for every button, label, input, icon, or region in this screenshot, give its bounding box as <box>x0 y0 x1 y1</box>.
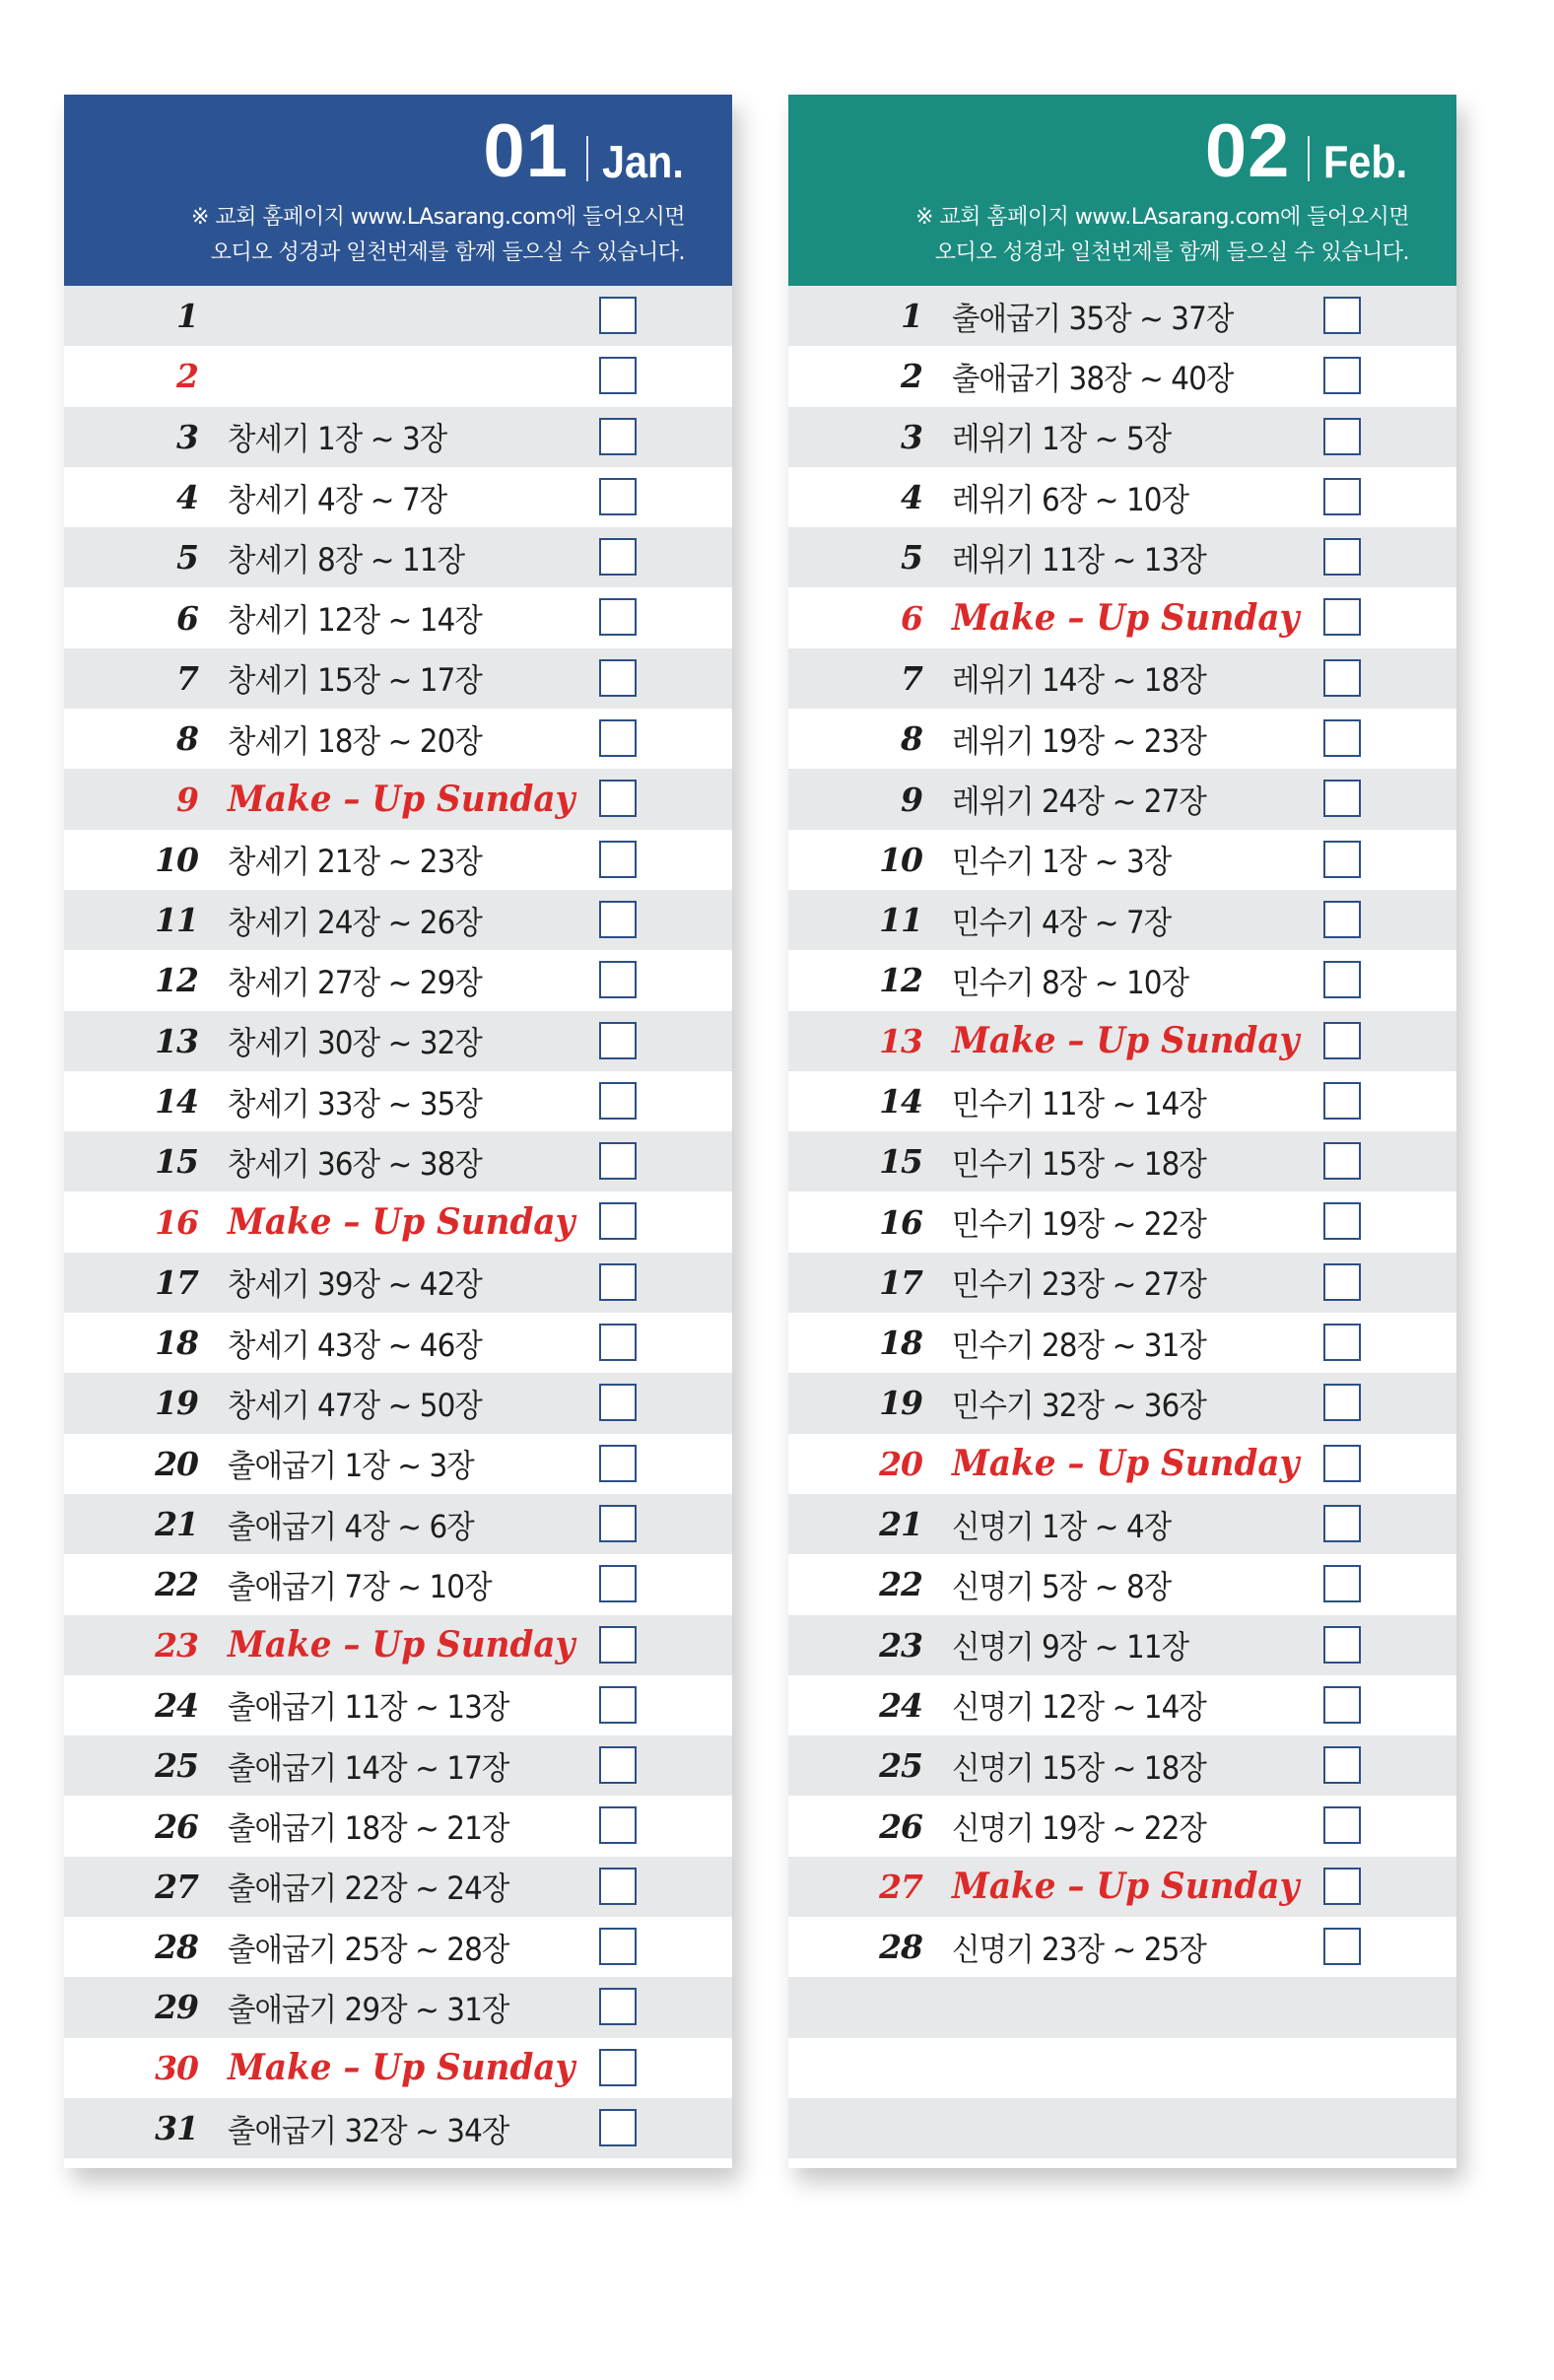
reading-row <box>788 1373 1456 1433</box>
reading-list <box>64 286 732 2158</box>
day-number: 5 <box>176 538 198 578</box>
month-header <box>64 95 732 286</box>
reading-row <box>788 1313 1456 1373</box>
day-number: 11 <box>155 901 198 940</box>
reading-row <box>64 1071 732 1131</box>
reading-row <box>788 830 1456 890</box>
reading-row <box>788 648 1456 709</box>
reading-row <box>64 709 732 769</box>
done-checkbox[interactable] <box>599 1202 637 1240</box>
done-checkbox[interactable] <box>599 1868 637 1905</box>
done-checkbox[interactable] <box>1323 1384 1361 1421</box>
done-checkbox[interactable] <box>599 1626 637 1664</box>
done-checkbox[interactable] <box>1323 418 1361 455</box>
reading-range: 레위기 14장 ~ 18장 <box>952 661 1206 700</box>
done-checkbox[interactable] <box>1323 357 1361 394</box>
done-checkbox[interactable] <box>1323 1806 1361 1844</box>
reading-row <box>788 1011 1456 1071</box>
day-number: 4 <box>901 478 922 517</box>
day-number: 28 <box>155 1928 198 1967</box>
done-checkbox[interactable] <box>599 1384 637 1421</box>
reading-row <box>64 2098 732 2158</box>
done-checkbox[interactable] <box>599 1928 637 1965</box>
done-checkbox[interactable] <box>599 478 637 515</box>
done-checkbox[interactable] <box>599 841 637 878</box>
done-checkbox[interactable] <box>1323 1142 1361 1180</box>
reading-range: 창세기 24장 ~ 26장 <box>228 903 482 941</box>
done-checkbox[interactable] <box>1323 538 1361 576</box>
make-up-sunday-label: Make – Up Sunday <box>228 1624 575 1666</box>
day-number: 24 <box>155 1685 198 1725</box>
make-up-sunday-label: Make – Up Sunday <box>228 2047 575 2089</box>
reading-range: 레위기 6장 ~ 10장 <box>952 480 1189 518</box>
day-number: 30 <box>155 2048 198 2087</box>
reading-row <box>788 1615 1456 1675</box>
empty-row <box>788 2098 1456 2158</box>
done-checkbox[interactable] <box>599 659 637 697</box>
reading-row <box>64 407 732 467</box>
reading-row <box>788 709 1456 769</box>
done-checkbox[interactable] <box>599 1324 637 1361</box>
day-number: 2 <box>176 357 198 396</box>
reading-range: 창세기 18장 ~ 20장 <box>228 721 482 760</box>
done-checkbox[interactable] <box>1323 1445 1361 1482</box>
reading-row <box>788 346 1456 406</box>
reading-row <box>64 950 732 1010</box>
done-checkbox[interactable] <box>1323 1626 1361 1664</box>
reading-row <box>64 346 732 406</box>
day-number: 26 <box>879 1806 922 1846</box>
done-checkbox[interactable] <box>599 780 637 817</box>
done-checkbox[interactable] <box>599 1806 637 1844</box>
day-number: 6 <box>901 598 922 638</box>
day-number: 1 <box>176 297 198 336</box>
month-divider <box>586 136 588 181</box>
day-number: 9 <box>901 780 922 819</box>
reading-range: 민수기 15장 ~ 18장 <box>952 1144 1206 1183</box>
day-number: 12 <box>879 961 922 1000</box>
day-number: 8 <box>176 719 198 759</box>
done-checkbox[interactable] <box>1323 598 1361 636</box>
reading-row <box>64 1857 732 1917</box>
reading-range: 출애굽기 7장 ~ 10장 <box>228 1567 492 1605</box>
month-number: 01 <box>483 109 569 193</box>
reading-range: 창세기 39장 ~ 42장 <box>228 1265 482 1304</box>
reading-range: 출애굽기 4장 ~ 6장 <box>228 1507 474 1545</box>
reading-range: 민수기 32장 ~ 36장 <box>952 1386 1206 1424</box>
reading-row <box>64 1131 732 1191</box>
done-checkbox[interactable] <box>1323 961 1361 998</box>
done-checkbox[interactable] <box>599 961 637 998</box>
day-number: 13 <box>879 1021 922 1060</box>
day-number: 14 <box>155 1082 198 1121</box>
day-number: 24 <box>879 1685 922 1725</box>
done-checkbox[interactable] <box>599 901 637 938</box>
reading-row <box>64 2038 732 2098</box>
month-header <box>788 95 1456 286</box>
day-number: 27 <box>879 1867 922 1906</box>
day-number: 13 <box>155 1021 198 1060</box>
reading-range: 민수기 23장 ~ 27장 <box>952 1265 1206 1304</box>
done-checkbox[interactable] <box>599 418 637 455</box>
reading-row <box>64 1191 732 1252</box>
reading-range: 출애굽기 18장 ~ 21장 <box>228 1809 509 1848</box>
done-checkbox[interactable] <box>1323 780 1361 817</box>
day-number: 20 <box>155 1444 198 1483</box>
reading-range: 출애굽기 35장 ~ 37장 <box>952 299 1234 337</box>
notice-line-1: ※ 교회 홈페이지 www.LAsarang.com에 들어오시면 <box>190 205 685 230</box>
day-number: 3 <box>176 417 198 456</box>
reading-range: 레위기 24장 ~ 27장 <box>952 782 1206 821</box>
reading-row <box>788 467 1456 527</box>
done-checkbox[interactable] <box>599 1445 637 1482</box>
make-up-sunday-label: Make – Up Sunday <box>228 779 575 821</box>
done-checkbox[interactable] <box>599 1505 637 1542</box>
reading-row <box>64 286 732 346</box>
reading-range: 신명기 9장 ~ 11장 <box>952 1628 1189 1666</box>
done-checkbox[interactable] <box>1323 1082 1361 1120</box>
reading-range: 신명기 5장 ~ 8장 <box>952 1567 1172 1605</box>
done-checkbox[interactable] <box>599 1082 637 1120</box>
done-checkbox[interactable] <box>599 719 637 757</box>
reading-row <box>64 830 732 890</box>
reading-range: 신명기 19장 ~ 22장 <box>952 1809 1206 1848</box>
day-number: 25 <box>879 1746 922 1786</box>
done-checkbox[interactable] <box>1323 1868 1361 1905</box>
day-number: 7 <box>901 658 922 698</box>
reading-row <box>64 1977 732 2037</box>
day-number: 8 <box>901 719 922 759</box>
done-checkbox[interactable] <box>1323 1928 1361 1965</box>
done-checkbox[interactable] <box>1323 659 1361 697</box>
day-number: 25 <box>155 1746 198 1786</box>
day-number: 28 <box>879 1928 922 1967</box>
done-checkbox[interactable] <box>1323 1746 1361 1784</box>
done-checkbox[interactable] <box>599 1746 637 1784</box>
day-number: 16 <box>879 1202 922 1242</box>
homepage-notice <box>191 200 685 271</box>
done-checkbox[interactable] <box>1323 297 1361 334</box>
month-card-january <box>64 95 732 2168</box>
reading-row <box>788 890 1456 950</box>
reading-list <box>788 286 1456 2158</box>
done-checkbox[interactable] <box>1323 719 1361 757</box>
done-checkbox[interactable] <box>599 297 637 334</box>
done-checkbox[interactable] <box>1323 478 1361 515</box>
day-number: 19 <box>879 1384 922 1423</box>
empty-row <box>788 1977 1456 2037</box>
done-checkbox[interactable] <box>1323 1686 1361 1724</box>
reading-row <box>64 527 732 587</box>
make-up-sunday-label: Make – Up Sunday <box>952 1866 1300 1908</box>
homepage-notice <box>915 200 1409 271</box>
done-checkbox[interactable] <box>1323 1022 1361 1059</box>
notice-line-1: ※ 교회 홈페이지 www.LAsarang.com에 들어오시면 <box>914 205 1409 230</box>
empty-row <box>788 2038 1456 2098</box>
reading-range: 창세기 1장 ~ 3장 <box>228 420 447 458</box>
notice-line-2: 오디오 성경과 일천번제를 함께 들으실 수 있습니다. <box>210 240 685 265</box>
done-checkbox[interactable] <box>599 1565 637 1602</box>
reading-row <box>64 587 732 647</box>
day-number: 1 <box>901 297 922 336</box>
reading-row <box>788 1554 1456 1614</box>
reading-range: 민수기 19장 ~ 22장 <box>952 1205 1206 1244</box>
reading-range: 민수기 8장 ~ 10장 <box>952 963 1189 1001</box>
day-number: 10 <box>879 840 922 879</box>
day-number: 9 <box>176 780 198 819</box>
reading-row <box>64 648 732 709</box>
day-number: 21 <box>879 1505 922 1544</box>
done-checkbox[interactable] <box>599 1142 637 1180</box>
day-number: 14 <box>879 1082 922 1121</box>
day-number: 31 <box>155 2109 198 2148</box>
month-title <box>1204 109 1417 193</box>
done-checkbox[interactable] <box>1323 1202 1361 1240</box>
day-number: 11 <box>879 901 922 940</box>
done-checkbox[interactable] <box>1323 1324 1361 1361</box>
done-checkbox[interactable] <box>599 1686 637 1724</box>
day-number: 22 <box>879 1565 922 1604</box>
reading-row <box>788 1071 1456 1131</box>
reading-row <box>64 1253 732 1313</box>
day-number: 5 <box>901 538 922 578</box>
reading-range: 창세기 12장 ~ 14장 <box>228 601 482 640</box>
done-checkbox[interactable] <box>599 2109 637 2146</box>
make-up-sunday-label: Make – Up Sunday <box>952 1020 1300 1062</box>
reading-range: 창세기 4장 ~ 7장 <box>228 480 447 518</box>
reading-range: 민수기 11장 ~ 14장 <box>952 1084 1206 1122</box>
reading-range: 신명기 23장 ~ 25장 <box>952 1930 1206 1968</box>
done-checkbox[interactable] <box>1323 1565 1361 1602</box>
day-number: 3 <box>901 417 922 456</box>
reading-range: 출애굽기 1장 ~ 3장 <box>228 1447 474 1485</box>
reading-row <box>788 587 1456 647</box>
done-checkbox[interactable] <box>599 538 637 576</box>
reading-row <box>788 950 1456 1010</box>
reading-row <box>788 1191 1456 1252</box>
reading-range: 창세기 30장 ~ 32장 <box>228 1024 482 1062</box>
month-divider <box>1308 136 1310 181</box>
make-up-sunday-label: Make – Up Sunday <box>952 1443 1300 1485</box>
day-number: 27 <box>155 1867 198 1906</box>
month-title <box>483 109 693 193</box>
month-abbreviation: Feb. <box>1323 136 1408 187</box>
reading-range: 레위기 1장 ~ 5장 <box>952 420 1172 458</box>
reading-row <box>64 1796 732 1856</box>
reading-range: 민수기 1장 ~ 3장 <box>952 843 1172 881</box>
reading-row <box>64 1675 732 1735</box>
reading-row <box>788 1917 1456 1977</box>
reading-row <box>788 1857 1456 1917</box>
reading-row <box>788 1735 1456 1796</box>
reading-row <box>64 1313 732 1373</box>
done-checkbox[interactable] <box>599 1988 637 2025</box>
reading-row <box>64 1011 732 1071</box>
reading-row <box>788 1434 1456 1494</box>
done-checkbox[interactable] <box>1323 1505 1361 1542</box>
day-number: 17 <box>155 1262 198 1302</box>
reading-row <box>788 1675 1456 1735</box>
done-checkbox[interactable] <box>1323 841 1361 878</box>
day-number: 6 <box>176 598 198 638</box>
month-number: 02 <box>1204 109 1291 193</box>
day-number: 7 <box>176 658 198 698</box>
day-number: 18 <box>879 1324 922 1363</box>
day-number: 23 <box>155 1625 198 1665</box>
reading-row <box>64 1434 732 1494</box>
day-number: 15 <box>879 1142 922 1182</box>
reading-range: 창세기 15장 ~ 17장 <box>228 661 482 700</box>
reading-row <box>64 1373 732 1433</box>
reading-range: 민수기 4장 ~ 7장 <box>952 903 1172 941</box>
reading-row <box>788 1494 1456 1554</box>
day-number: 10 <box>155 840 198 879</box>
reading-row <box>788 1796 1456 1856</box>
done-checkbox[interactable] <box>1323 1263 1361 1301</box>
reading-range: 레위기 11장 ~ 13장 <box>952 540 1206 578</box>
day-number: 12 <box>155 961 198 1000</box>
reading-row <box>788 286 1456 346</box>
reading-range: 신명기 1장 ~ 4장 <box>952 1507 1172 1545</box>
day-number: 29 <box>155 1988 198 2027</box>
reading-row <box>64 1735 732 1796</box>
reading-row <box>64 467 732 527</box>
reading-range: 민수기 28장 ~ 31장 <box>952 1326 1206 1364</box>
day-number: 18 <box>155 1324 198 1363</box>
day-number: 2 <box>901 357 922 396</box>
reading-row <box>64 1494 732 1554</box>
reading-row <box>788 1253 1456 1313</box>
reading-range: 신명기 12장 ~ 14장 <box>952 1688 1206 1727</box>
reading-range: 출애굽기 22장 ~ 24장 <box>228 1870 509 1908</box>
reading-range: 출애굽기 11장 ~ 13장 <box>228 1688 509 1727</box>
day-number: 19 <box>155 1384 198 1423</box>
reading-range: 신명기 15장 ~ 18장 <box>952 1748 1206 1787</box>
make-up-sunday-label: Make – Up Sunday <box>228 1201 575 1244</box>
done-checkbox[interactable] <box>599 1022 637 1059</box>
done-checkbox[interactable] <box>1323 901 1361 938</box>
reading-row <box>64 769 732 829</box>
reading-range: 출애굽기 32장 ~ 34장 <box>228 2111 509 2149</box>
day-number: 20 <box>879 1444 922 1483</box>
make-up-sunday-label: Make – Up Sunday <box>952 597 1300 640</box>
reading-range: 출애굽기 29장 ~ 31장 <box>228 1990 509 2028</box>
day-number: 21 <box>155 1505 198 1544</box>
reading-row <box>788 1131 1456 1191</box>
reading-range: 창세기 43장 ~ 46장 <box>228 1326 482 1364</box>
reading-row <box>788 769 1456 829</box>
done-checkbox[interactable] <box>599 598 637 636</box>
reading-row <box>788 527 1456 587</box>
reading-row <box>64 1917 732 1977</box>
day-number: 23 <box>879 1625 922 1665</box>
reading-range: 창세기 47장 ~ 50장 <box>228 1386 482 1424</box>
reading-range: 창세기 8장 ~ 11장 <box>228 540 465 578</box>
day-number: 4 <box>176 478 198 517</box>
done-checkbox[interactable] <box>599 1263 637 1301</box>
reading-range: 창세기 36장 ~ 38장 <box>228 1144 482 1183</box>
reading-row <box>788 407 1456 467</box>
reading-range: 창세기 33장 ~ 35장 <box>228 1084 482 1122</box>
day-number: 15 <box>155 1142 198 1182</box>
reading-range: 창세기 27장 ~ 29장 <box>228 963 482 1001</box>
notice-line-2: 오디오 성경과 일천번제를 함께 들으실 수 있습니다. <box>934 240 1409 265</box>
reading-row <box>64 1615 732 1675</box>
month-abbreviation: Jan. <box>601 136 684 187</box>
reading-row <box>64 1554 732 1614</box>
reading-range: 출애굽기 38장 ~ 40장 <box>952 359 1234 397</box>
day-number: 22 <box>155 1565 198 1604</box>
done-checkbox[interactable] <box>599 2049 637 2086</box>
day-number: 16 <box>155 1202 198 1242</box>
reading-range: 레위기 19장 ~ 23장 <box>952 721 1206 760</box>
reading-row <box>64 890 732 950</box>
day-number: 26 <box>155 1806 198 1846</box>
day-number: 17 <box>879 1262 922 1302</box>
month-card-february <box>788 95 1456 2168</box>
reading-range: 출애굽기 25장 ~ 28장 <box>228 1930 509 1968</box>
done-checkbox[interactable] <box>599 357 637 394</box>
reading-range: 출애굽기 14장 ~ 17장 <box>228 1748 509 1787</box>
reading-range: 창세기 21장 ~ 23장 <box>228 843 482 881</box>
